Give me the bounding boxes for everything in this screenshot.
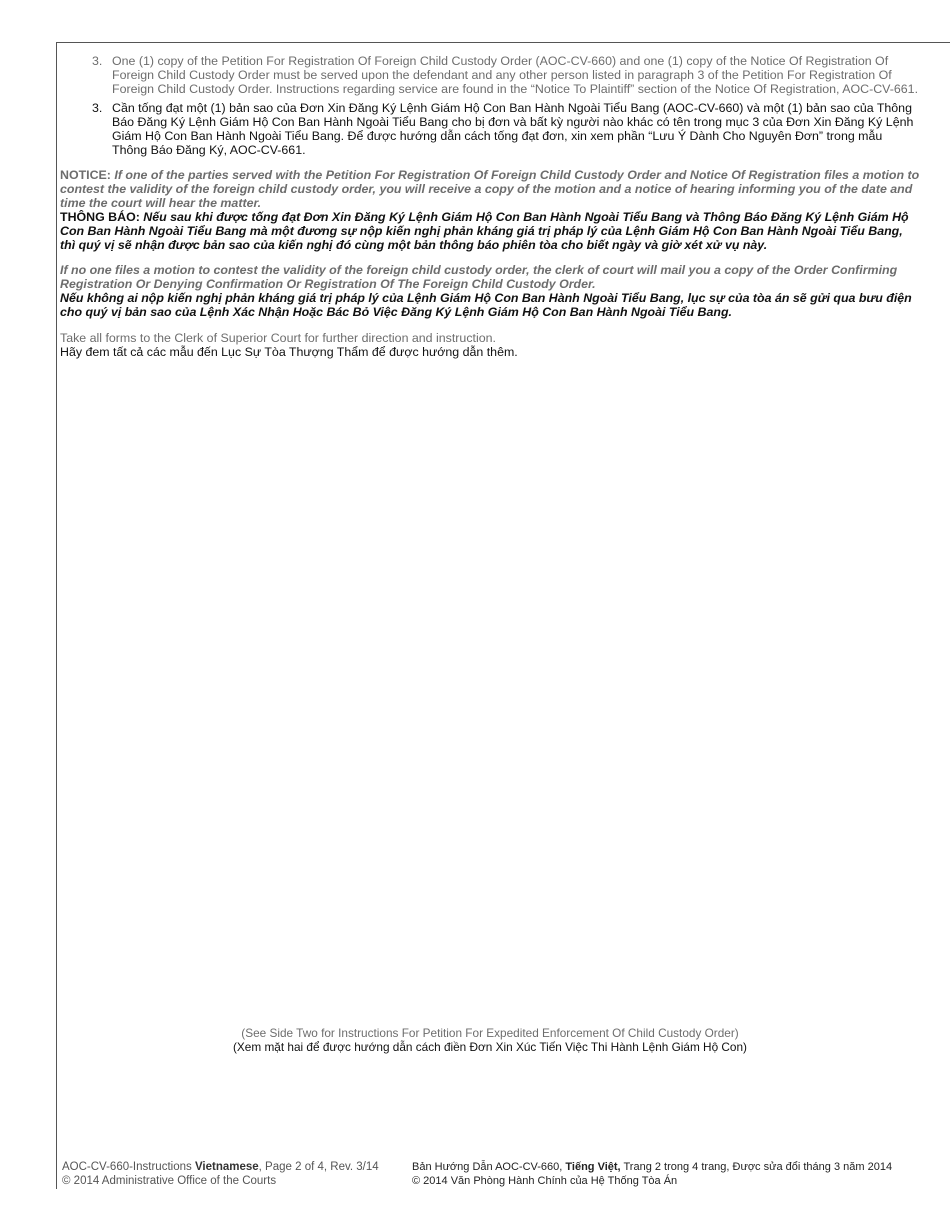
item-text: One (1) copy of the Petition For Registration Of Foreign Child Custody Order (AOC-CV-660) and one (1) copy of the Notice Of Registration Of Foreign Child Custody Order must be served upon the defendant and any other person listed in paragraph 3 of the Petition For Registration Of Foreign Child Custody Order. Instructions regarding service are found in the “Notice To Plaintiff” section of the Notice Of Registration, AOC-CV-661. <box>112 54 919 96</box>
no-motion-block <box>60 263 920 319</box>
footer-form-id-vi: Bản Hướng Dẫn AOC-CV-660, <box>412 1161 563 1173</box>
footer-language: Vietnamese <box>194 1161 259 1173</box>
see-side-two-note <box>60 1026 920 1054</box>
see-side-en: (See Side Two for Instructions For Petition For Expedited Enforcement Of Child Custody Order) <box>241 1026 739 1040</box>
footer-copyright-vi: © 2014 Văn Phòng Hành Chính của Hệ Thống Tòa Án <box>412 1175 678 1187</box>
no-motion-en: If no one files a motion to contest the validity of the foreign child custody order, the clerk of court will mail you a copy of the Order Confirming Registration Or Denying Confirmation Or Registration Of The Foreign Child Custody Order. <box>60 263 898 291</box>
no-motion-vi: Nếu không ai nộp kiến nghị phản kháng giá trị pháp lý của Lệnh Giám Hộ Con Ban Hành Ngoài Tiểu Bang, lục sự của tòa án sẽ gửi qua bưu điện cho quý vị bản sao của Lệnh Xác Nhận Hoặc Bác Bỏ Việc Đăng Ký Lệnh Giám Hộ Con Ban Hành Ngoài Tiểu Bang. <box>60 291 912 319</box>
take-forms-vi: Hãy đem tất cả các mẫu đến Lục Sự Tòa Thượng Thẩm để được hướng dẫn thêm. <box>60 345 518 359</box>
footer-vietnamese <box>412 1160 892 1188</box>
notice-label-en: NOTICE: <box>60 168 111 182</box>
footer-form-line-vi <box>412 1160 892 1174</box>
list-item-en <box>60 54 920 96</box>
footer-page-info-vi: Trang 2 trong 4 trang, Được sửa đổi tháng 3 năm 2014 <box>623 1161 893 1173</box>
footer-page-info: , Page 2 of 4, Rev. 3/14 <box>258 1161 379 1173</box>
frame-top-rule <box>56 42 950 43</box>
take-forms-en: Take all forms to the Clerk of Superior Court for further direction and instruction. <box>60 331 496 345</box>
notice-vi <box>60 210 920 252</box>
instruction-list <box>60 54 920 157</box>
item-number: 3. <box>92 101 103 115</box>
list-item-vi <box>60 101 920 157</box>
notice-block <box>60 168 920 252</box>
instructions-body <box>60 54 920 359</box>
item-text: Cần tống đạt một (1) bản sao của Đơn Xin Đăng Ký Lệnh Giám Hộ Con Ban Hành Ngoài Tiểu Bang (AOC-CV-660) và một (1) bản sao của Thông Báo Đăng Ký Lệnh Giám Hộ Con Ban Hành Ngoài Tiểu Bang cho bị đơn và bất kỳ người nào khác có tên trong mục 3 của Đơn Xin Đăng Ký Lệnh Giám Hộ Con Ban Hành Ngoài Tiểu Bang. Để được hướng dẫn cách tống đạt đơn, xin xem phần “Lưu Ý Dành Cho Nguyên Đơn” trong mẫu Thông Báo Đăng Ký, AOC-CV-661. <box>112 101 914 157</box>
notice-en <box>60 168 920 210</box>
footer-english <box>62 1160 379 1188</box>
footer-copyright-en: © 2014 Administrative Office of the Courts <box>62 1175 277 1187</box>
footer-language-vi: Tiếng Việt, <box>565 1161 621 1173</box>
notice-text-vi: Nếu sau khi được tống đạt Đơn Xin Đăng Ký Lệnh Giám Hộ Con Ban Hành Ngoài Tiểu Bang và Thông Báo Đăng Ký Lệnh Giám Hộ Con Ban Hành Ngoài Tiểu Bang mà một đương sự nộp kiến nghị phản kháng giá trị pháp lý của Lệnh Giám Hộ Con Ban Hành Ngoài Tiểu Bang, thì quý vị sẽ nhận được bản sao của kiến nghị đó cùng một bản thông báo phiên tòa cho biết ngày và giờ xét xử vụ này. <box>60 210 909 252</box>
footer-form-line-en <box>62 1160 379 1174</box>
take-forms-block <box>60 331 920 359</box>
footer-form-id: AOC-CV-660-Instructions <box>62 1161 192 1173</box>
notice-text-en: If one of the parties served with the Petition For Registration Of Foreign Child Custody Order and Notice Of Registration files a motion to contest the validity of the foreign child custody order, you will receive a copy of the motion and a notice of hearing informing you of the date and time the court will hear the matter. <box>60 168 920 210</box>
item-number: 3. <box>92 54 103 68</box>
notice-label-vi: THÔNG BÁO: <box>60 210 140 224</box>
see-side-vi: (Xem mặt hai để được hướng dẫn cách điền Đơn Xin Xúc Tiến Việc Thi Hành Lệnh Giám Hộ Con) <box>233 1040 747 1054</box>
frame-left-rule <box>56 42 57 1189</box>
